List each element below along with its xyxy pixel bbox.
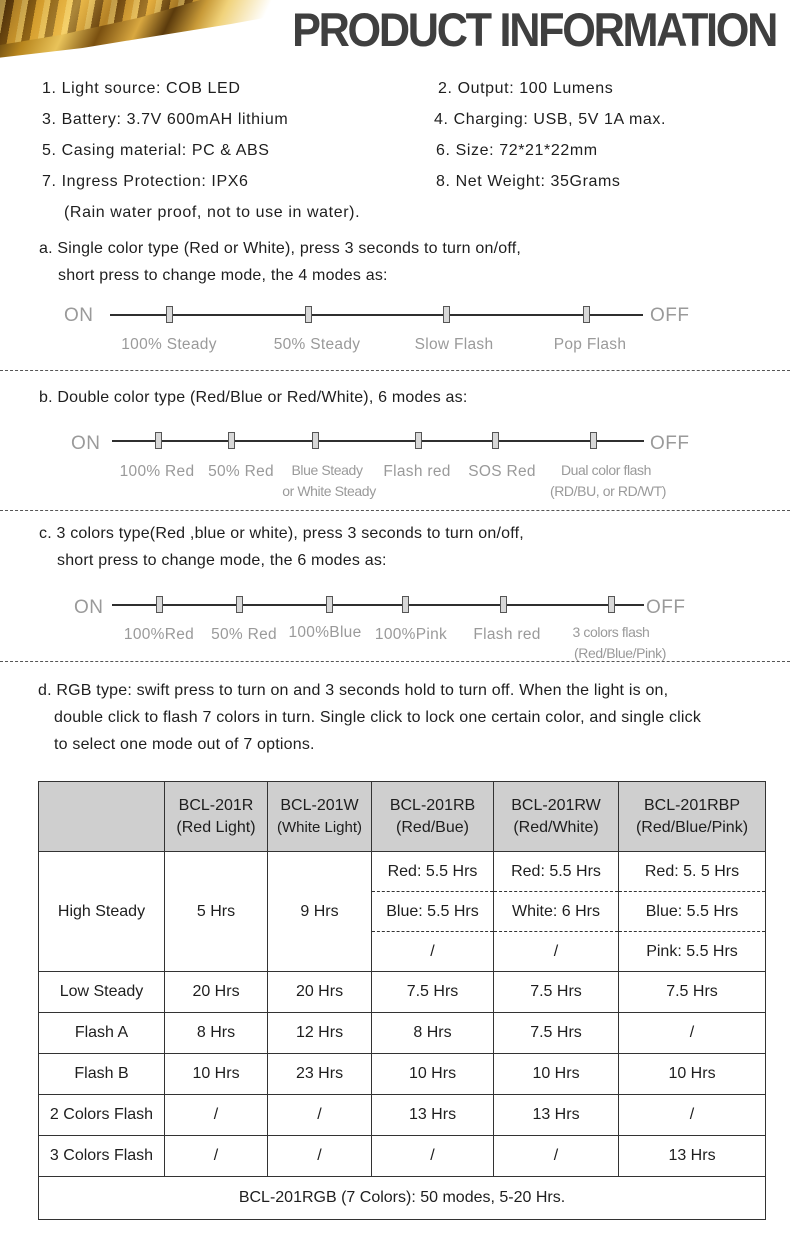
table-row bbox=[39, 1054, 766, 1095]
section-d-line2: double click to flash 7 colors in turn. Single click to lock one certain color, and single click bbox=[54, 709, 702, 726]
section-b-mode-label: SOS Red bbox=[468, 463, 536, 480]
table-cell: 5 Hrs bbox=[165, 852, 268, 972]
section-c-tick bbox=[236, 596, 243, 613]
section-b-mode-label: 50% Red bbox=[208, 463, 274, 480]
model-variant: (Red/White) bbox=[513, 818, 599, 836]
spec-ingress: 7. Ingress Protection: IPX6 bbox=[42, 173, 249, 190]
model-variant: (White Light) bbox=[276, 818, 363, 836]
section-a-mode-label: 100% Steady bbox=[121, 336, 217, 353]
table-header-corner bbox=[39, 782, 165, 852]
table-cell: 7.5 Hrs bbox=[494, 1013, 619, 1054]
table-cell: / bbox=[494, 932, 619, 972]
table-cell: / bbox=[268, 1136, 372, 1177]
section-c-line1: c. 3 colors type(Red ,blue or white), press 3 seconds to turn on/off, bbox=[39, 525, 524, 542]
table-footer-row bbox=[39, 1177, 766, 1220]
section-c-line2: short press to change mode, the 6 modes as: bbox=[57, 552, 387, 569]
section-a-line1: a. Single color type (Red or White), press 3 seconds to turn on/off, bbox=[39, 240, 521, 257]
section-d-line3: to select one mode out of 7 options. bbox=[54, 736, 315, 753]
section-c-mode-label: 50% Red bbox=[211, 626, 277, 643]
table-cell: White: 6 Hrs bbox=[494, 892, 619, 932]
section-b-off-label: OFF bbox=[650, 433, 690, 454]
model-name: BCL-201W bbox=[280, 796, 359, 814]
section-c-on-label: ON bbox=[74, 597, 104, 618]
table-cell: / bbox=[165, 1095, 268, 1136]
section-c-tick bbox=[500, 596, 507, 613]
table-cell: 7.5 Hrs bbox=[372, 972, 494, 1013]
table-cell: 8 Hrs bbox=[165, 1013, 268, 1054]
page-title: PRODUCT INFORMATION bbox=[292, 3, 776, 56]
section-a-off-label: OFF bbox=[650, 305, 690, 326]
spec-weight: 8. Net Weight: 35Grams bbox=[436, 173, 621, 190]
spec-light-source: 1. Light source: COB LED bbox=[42, 80, 241, 97]
table-header-cell bbox=[268, 782, 372, 852]
section-divider bbox=[0, 510, 790, 511]
table-cell: / bbox=[619, 1095, 766, 1136]
spec-casing: 5. Casing material: PC & ABS bbox=[42, 142, 270, 159]
table-cell: / bbox=[268, 1095, 372, 1136]
table-row bbox=[39, 852, 766, 892]
header-banner bbox=[0, 0, 790, 62]
section-c-mode-label: 100%Blue bbox=[288, 624, 362, 641]
model-variant: (Red/Blue/Pink) bbox=[635, 818, 749, 836]
table-cell: 7.5 Hrs bbox=[494, 972, 619, 1013]
table-header-cell bbox=[165, 782, 268, 852]
section-a-tick bbox=[166, 306, 173, 323]
model-name: BCL-201RBP bbox=[643, 796, 741, 814]
section-c-tick bbox=[402, 596, 409, 613]
section-c-tick bbox=[608, 596, 615, 613]
section-a-mode-label: Slow Flash bbox=[414, 336, 494, 353]
model-variant: (Red Light) bbox=[176, 818, 256, 836]
table-cell: / bbox=[494, 1136, 619, 1177]
table-cell: 7.5 Hrs bbox=[619, 972, 766, 1013]
table-cell: Blue: 5.5 Hrs bbox=[619, 892, 766, 932]
runtime-table bbox=[38, 781, 766, 1220]
row-label: 3 Colors Flash bbox=[39, 1136, 165, 1177]
table-cell: 13 Hrs bbox=[494, 1095, 619, 1136]
section-c-mode-label: 100%Red bbox=[123, 626, 195, 643]
section-b-tick bbox=[492, 432, 499, 449]
section-b-mode-label: Blue Steady bbox=[291, 462, 363, 478]
section-b-tick bbox=[155, 432, 162, 449]
table-cell: 20 Hrs bbox=[165, 972, 268, 1013]
section-d-line1: d. RGB type: swift press to turn on and 3 seconds hold to turn off. When the light is on, bbox=[38, 682, 669, 699]
section-c-mode-label: 3 colors flash bbox=[572, 624, 650, 640]
section-b-mode-line bbox=[112, 440, 644, 442]
table-cell: 8 Hrs bbox=[372, 1013, 494, 1054]
table-cell: Red: 5. 5 Hrs bbox=[619, 852, 766, 892]
table-row bbox=[39, 1136, 766, 1177]
spec-output: 2. Output: 100 Lumens bbox=[438, 80, 614, 97]
model-name: BCL-201R bbox=[178, 796, 254, 814]
table-header-cell bbox=[372, 782, 494, 852]
section-b-mode-label: (RD/BU, or RD/WT) bbox=[549, 483, 667, 499]
section-a-mode-line bbox=[110, 314, 643, 316]
table-cell: 20 Hrs bbox=[268, 972, 372, 1013]
table-cell: 13 Hrs bbox=[372, 1095, 494, 1136]
table-header-row bbox=[39, 782, 766, 852]
section-b-mode-label: 100% Red bbox=[119, 463, 195, 480]
row-label: 2 Colors Flash bbox=[39, 1095, 165, 1136]
section-b-mode-label: Dual color flash bbox=[560, 462, 652, 478]
section-a-tick bbox=[443, 306, 450, 323]
table-cell: / bbox=[372, 1136, 494, 1177]
table-cell: 10 Hrs bbox=[494, 1054, 619, 1095]
table-cell: 10 Hrs bbox=[372, 1054, 494, 1095]
spec-charging: 4. Charging: USB, 5V 1A max. bbox=[434, 111, 667, 128]
section-b-tick bbox=[312, 432, 319, 449]
table-row bbox=[39, 972, 766, 1013]
section-b-tick bbox=[228, 432, 235, 449]
section-b-line1: b. Double color type (Red/Blue or Red/White), 6 modes as: bbox=[39, 389, 468, 406]
row-label: Flash A bbox=[39, 1013, 165, 1054]
table-cell: 10 Hrs bbox=[619, 1054, 766, 1095]
table-cell: / bbox=[372, 932, 494, 972]
table-cell: 10 Hrs bbox=[165, 1054, 268, 1095]
section-b-mode-label: or White Steady bbox=[282, 483, 376, 499]
section-b-mode-label: Flash red bbox=[383, 463, 451, 480]
section-divider bbox=[0, 370, 790, 371]
section-a-tick bbox=[305, 306, 312, 323]
section-b-tick bbox=[590, 432, 597, 449]
model-name: BCL-201RB bbox=[389, 796, 476, 814]
spec-ingress-note: (Rain water proof, not to use in water). bbox=[64, 204, 361, 221]
row-label: Low Steady bbox=[39, 972, 165, 1013]
section-a-tick bbox=[583, 306, 590, 323]
table-cell: / bbox=[165, 1136, 268, 1177]
section-b-tick bbox=[415, 432, 422, 449]
section-a-mode-label: Pop Flash bbox=[553, 336, 627, 353]
section-c-mode-line bbox=[112, 604, 644, 606]
table-cell: Red: 5.5 Hrs bbox=[372, 852, 494, 892]
section-c-tick bbox=[326, 596, 333, 613]
section-c-mode-label: (Red/Blue/Pink) bbox=[573, 645, 667, 661]
section-c-mode-label: 100%Pink bbox=[374, 626, 448, 643]
section-a-line2: short press to change mode, the 4 modes as: bbox=[58, 267, 388, 284]
table-cell: Blue: 5.5 Hrs bbox=[372, 892, 494, 932]
section-c-mode-label: Flash red bbox=[473, 626, 541, 643]
table-header-cell bbox=[619, 782, 766, 852]
table-header-cell bbox=[494, 782, 619, 852]
model-variant: (Red/Bue) bbox=[396, 818, 469, 836]
table-footer-note: BCL-201RGB (7 Colors): 50 modes, 5-20 Hrs. bbox=[39, 1177, 766, 1220]
table-cell: Pink: 5.5 Hrs bbox=[619, 932, 766, 972]
section-c-tick bbox=[156, 596, 163, 613]
table-cell: 23 Hrs bbox=[268, 1054, 372, 1095]
table-row bbox=[39, 1095, 766, 1136]
table-cell: 9 Hrs bbox=[268, 852, 372, 972]
table-cell: 12 Hrs bbox=[268, 1013, 372, 1054]
model-name: BCL-201RW bbox=[511, 796, 601, 814]
table-row bbox=[39, 1013, 766, 1054]
spec-battery: 3. Battery: 3.7V 600mAH lithium bbox=[42, 111, 289, 128]
section-b-on-label: ON bbox=[71, 433, 101, 454]
row-label: High Steady bbox=[39, 852, 165, 972]
section-c-off-label: OFF bbox=[646, 597, 686, 618]
table-cell: Red: 5.5 Hrs bbox=[494, 852, 619, 892]
table-cell: 13 Hrs bbox=[619, 1136, 766, 1177]
table-cell: / bbox=[619, 1013, 766, 1054]
section-a-mode-label: 50% Steady bbox=[273, 336, 361, 353]
row-label: Flash B bbox=[39, 1054, 165, 1095]
section-a-on-label: ON bbox=[64, 305, 94, 326]
section-divider bbox=[0, 661, 790, 662]
spec-size: 6. Size: 72*21*22mm bbox=[436, 142, 598, 159]
